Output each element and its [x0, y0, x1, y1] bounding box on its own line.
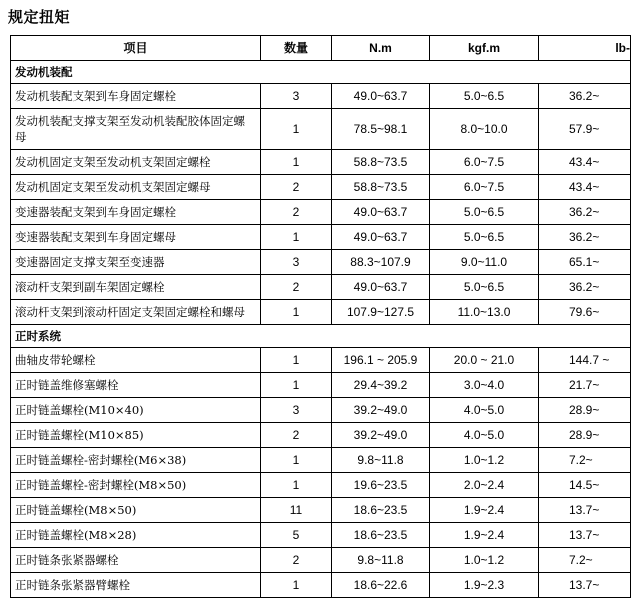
table-row [11, 200, 631, 225]
cell-item: 发动机固定支架至发动机支架固定螺栓 [11, 150, 261, 175]
table-header-row [11, 36, 631, 61]
cell-kgfm: 1.9~2.3 [430, 573, 539, 598]
table-row [11, 175, 631, 200]
cell-lbft: 13.7~ [539, 498, 631, 523]
cell-qty: 2 [261, 200, 332, 225]
cell-item: 变速器固定支撑支架至变速器 [11, 250, 261, 275]
cell-qty: 1 [261, 109, 332, 150]
cell-qty: 1 [261, 225, 332, 250]
table-row [11, 150, 631, 175]
table-row [11, 373, 631, 398]
cell-lbft: 28.9~ [539, 423, 631, 448]
table-row [11, 84, 631, 109]
cell-lbft: 79.6~ [539, 300, 631, 325]
cell-kgfm: 3.0~4.0 [430, 373, 539, 398]
cell-qty: 1 [261, 373, 332, 398]
header-lbft: lb- [539, 36, 631, 61]
table-body [11, 61, 631, 598]
table-row [11, 348, 631, 373]
table-row [11, 275, 631, 300]
cell-item: 正时链盖维修塞螺栓 [11, 373, 261, 398]
cell-lbft: 57.9~ [539, 109, 631, 150]
cell-nm: 49.0~63.7 [332, 275, 430, 300]
cell-nm: 18.6~23.5 [332, 498, 430, 523]
cell-lbft: 13.7~ [539, 523, 631, 548]
header-qty: 数量 [261, 36, 332, 61]
table-row [11, 573, 631, 598]
cell-nm: 49.0~63.7 [332, 200, 430, 225]
cell-kgfm: 20.0 ~ 21.0 [430, 348, 539, 373]
cell-lbft: 43.4~ [539, 175, 631, 200]
cell-qty: 2 [261, 175, 332, 200]
cell-lbft: 36.2~ [539, 200, 631, 225]
cell-nm: 78.5~98.1 [332, 109, 430, 150]
cell-nm: 39.2~49.0 [332, 423, 430, 448]
cell-kgfm: 1.9~2.4 [430, 498, 539, 523]
cell-kgfm: 6.0~7.5 [430, 175, 539, 200]
table-row [11, 523, 631, 548]
table-row [11, 498, 631, 523]
header-nm: N.m [332, 36, 430, 61]
header-kgfm: kgf.m [430, 36, 539, 61]
cell-kgfm: 8.0~10.0 [430, 109, 539, 150]
cell-nm: 39.2~49.0 [332, 398, 430, 423]
cell-item: 正时链条张紧器臂螺栓 [11, 573, 261, 598]
cell-kgfm: 9.0~11.0 [430, 250, 539, 275]
cell-kgfm: 5.0~6.5 [430, 200, 539, 225]
cell-nm: 18.6~23.5 [332, 523, 430, 548]
torque-table-container [10, 35, 630, 608]
cell-lbft: 144.7 ~ [539, 348, 631, 373]
cell-item: 正时链盖螺栓(M8×50) [11, 498, 261, 523]
cell-qty: 5 [261, 523, 332, 548]
table-row [11, 548, 631, 573]
cell-nm: 29.4~39.2 [332, 373, 430, 398]
table-row [11, 250, 631, 275]
cell-nm: 58.8~73.5 [332, 175, 430, 200]
cell-qty: 1 [261, 573, 332, 598]
cell-nm: 49.0~63.7 [332, 225, 430, 250]
cell-lbft: 36.2~ [539, 225, 631, 250]
cell-item: 发动机装配支撑支架至发动机装配胶体固定螺母 [11, 109, 261, 150]
cell-lbft: 65.1~ [539, 250, 631, 275]
table-row [11, 398, 631, 423]
page-title: 规定扭矩 [8, 8, 71, 26]
cell-kgfm: 1.0~1.2 [430, 448, 539, 473]
cell-nm: 9.8~11.8 [332, 548, 430, 573]
cell-lbft: 14.5~ [539, 473, 631, 498]
cell-kgfm: 11.0~13.0 [430, 300, 539, 325]
cell-item: 正时链盖螺栓-密封螺栓(M8×50) [11, 473, 261, 498]
cell-qty: 1 [261, 300, 332, 325]
section-header-row [11, 325, 631, 348]
cell-kgfm: 4.0~5.0 [430, 423, 539, 448]
cell-lbft: 7.2~ [539, 548, 631, 573]
cell-item: 正时链盖螺栓(M10×40) [11, 398, 261, 423]
cell-kgfm: 4.0~5.0 [430, 398, 539, 423]
cell-nm: 19.6~23.5 [332, 473, 430, 498]
cell-qty: 2 [261, 423, 332, 448]
table-row [11, 473, 631, 498]
cell-kgfm: 5.0~6.5 [430, 275, 539, 300]
cell-nm: 49.0~63.7 [332, 84, 430, 109]
table-row [11, 225, 631, 250]
cell-lbft: 7.2~ [539, 448, 631, 473]
cell-qty: 3 [261, 250, 332, 275]
section-header-row [11, 61, 631, 84]
cell-lbft: 28.9~ [539, 398, 631, 423]
cell-qty: 1 [261, 150, 332, 175]
table-row [11, 109, 631, 150]
cell-nm: 107.9~127.5 [332, 300, 430, 325]
cell-item: 变速器装配支架到车身固定螺母 [11, 225, 261, 250]
cell-item: 正时链条张紧器螺栓 [11, 548, 261, 573]
cell-qty: 2 [261, 275, 332, 300]
cell-qty: 2 [261, 548, 332, 573]
cell-lbft: 21.7~ [539, 373, 631, 398]
section-title: 正时系统 [11, 325, 631, 348]
cell-kgfm: 5.0~6.5 [430, 84, 539, 109]
cell-nm: 88.3~107.9 [332, 250, 430, 275]
cell-item: 滚动杆支架到副车架固定螺栓 [11, 275, 261, 300]
cell-lbft: 36.2~ [539, 275, 631, 300]
table-row [11, 300, 631, 325]
cell-item: 正时链盖螺栓(M10×85) [11, 423, 261, 448]
cell-kgfm: 6.0~7.5 [430, 150, 539, 175]
cell-nm: 58.8~73.5 [332, 150, 430, 175]
cell-qty: 3 [261, 398, 332, 423]
cell-qty: 1 [261, 448, 332, 473]
cell-kgfm: 1.9~2.4 [430, 523, 539, 548]
table-row [11, 448, 631, 473]
cell-item: 发动机固定支架至发动机支架固定螺母 [11, 175, 261, 200]
torque-table [10, 35, 631, 598]
cell-item: 变速器装配支架到车身固定螺栓 [11, 200, 261, 225]
cell-qty: 1 [261, 473, 332, 498]
cell-nm: 9.8~11.8 [332, 448, 430, 473]
cell-qty: 1 [261, 348, 332, 373]
cell-kgfm: 5.0~6.5 [430, 225, 539, 250]
cell-kgfm: 2.0~2.4 [430, 473, 539, 498]
table-row [11, 423, 631, 448]
cell-lbft: 43.4~ [539, 150, 631, 175]
cell-item: 发动机装配支架到车身固定螺栓 [11, 84, 261, 109]
cell-item: 正时链盖螺栓(M8×28) [11, 523, 261, 548]
cell-lbft: 36.2~ [539, 84, 631, 109]
cell-nm: 18.6~22.6 [332, 573, 430, 598]
cell-qty: 11 [261, 498, 332, 523]
cell-item: 正时链盖螺栓-密封螺栓(M6×38) [11, 448, 261, 473]
cell-item: 曲轴皮带轮螺栓 [11, 348, 261, 373]
cell-qty: 3 [261, 84, 332, 109]
cell-lbft: 13.7~ [539, 573, 631, 598]
header-item: 项目 [11, 36, 261, 61]
cell-item: 滚动杆支架到滚动杆固定支架固定螺栓和螺母 [11, 300, 261, 325]
cell-nm: 196.1 ~ 205.9 [332, 348, 430, 373]
cell-kgfm: 1.0~1.2 [430, 548, 539, 573]
section-title: 发动机装配 [11, 61, 631, 84]
